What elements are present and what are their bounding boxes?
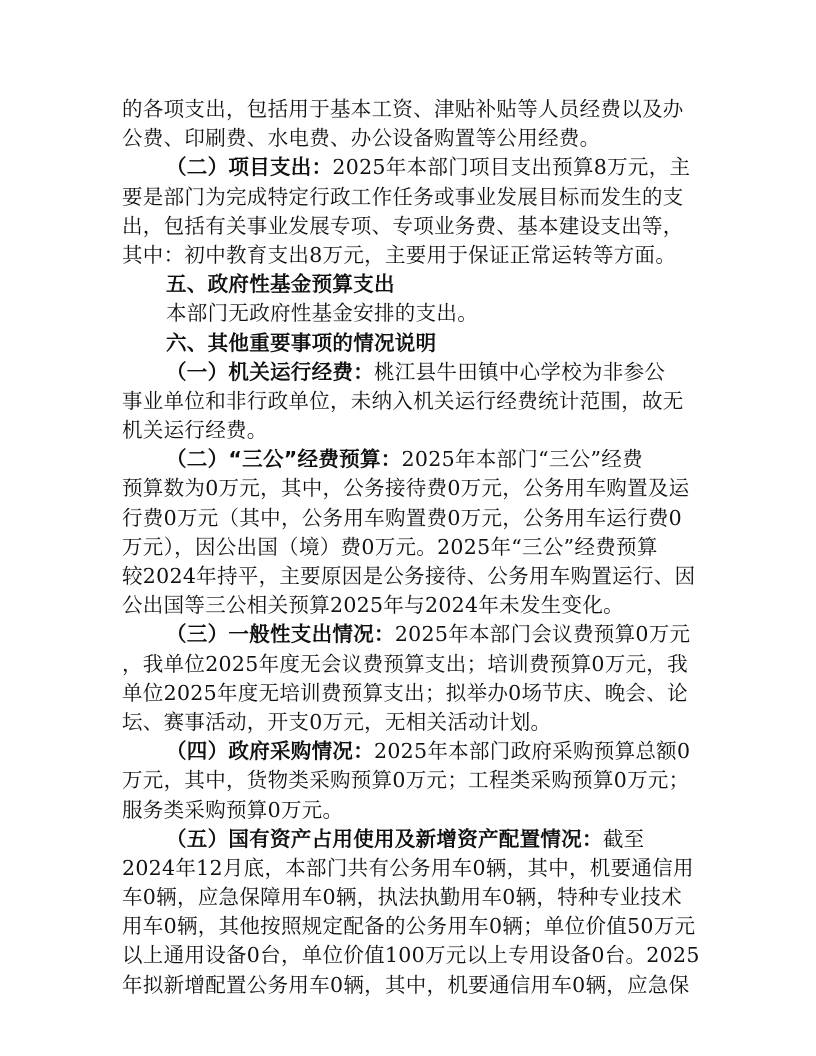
text-line: 机关运行经费。	[122, 418, 268, 443]
text-line: 的各项支出，包括用于基本工资、津贴补贴等人员经费以及办	[122, 97, 684, 121]
text-line: ，我单位2025年度无会议费预算支出；培训费预算0万元，我	[122, 651, 688, 676]
text-line	[122, 270, 702, 299]
text-line: 事业单位和非行政单位，未纳入机关运行经费统计范围，故无	[122, 388, 684, 413]
text-line: 出，包括有关事业发展专项、专项业务费、基本建设支出等，	[122, 213, 684, 238]
paragraph	[122, 620, 702, 737]
text-line: 2024年12月底，本部门共有公务用车0辆，其中，机要通信用	[122, 855, 694, 880]
section-heading: （四）政府采购情况：	[166, 739, 374, 764]
text-line	[122, 445, 702, 474]
line-text: 截至	[602, 826, 645, 851]
text-line	[122, 358, 702, 387]
paragraph	[122, 358, 702, 446]
paragraph	[122, 329, 702, 358]
text-line	[122, 825, 702, 854]
section-heading: 五、政府性基金预算支出	[166, 272, 395, 297]
text-line	[122, 737, 702, 766]
text-line: 公费、印刷费、水电费、办公设备购置等公用经费。	[122, 126, 601, 151]
paragraph	[122, 153, 702, 270]
paragraph	[122, 95, 702, 153]
line-text: 2025年本部门政府采购预算总额0	[374, 739, 691, 764]
section-heading: （五）国有资产占用使用及新增资产配置情况：	[166, 826, 603, 851]
section-heading: （三）一般性支出情况：	[166, 622, 395, 647]
line-text: 2025年本部门会议费预算0万元	[394, 622, 691, 647]
section-heading: 六、其他重要事项的情况说明	[166, 330, 437, 355]
text-line	[122, 153, 702, 182]
line-text: 2025年本部门“三公”经费	[401, 447, 643, 472]
text-line: 以上通用设备0台，单位价值100万元以上专用设备0台。2025	[122, 943, 700, 968]
text-line: 行费0万元（其中，公务用车购置费0万元，公务用车运行费0	[122, 505, 683, 530]
paragraph	[122, 445, 702, 620]
document-page	[122, 95, 702, 1000]
text-line: 服务类采购预算0万元。	[122, 797, 344, 822]
paragraph	[122, 299, 702, 328]
section-heading: （一）机关运行经费：	[166, 359, 374, 384]
section-heading: （二）“三公”经费预算：	[166, 447, 402, 472]
text-line: 预算数为0万元，其中，公务接待费0万元，公务用车购置及运	[122, 476, 690, 501]
text-line: 车0辆，应急保障用车0辆，执法执勤用车0辆，特种专业技术	[122, 885, 683, 910]
text-line: 用车0辆，其他按照规定配备的公务用车0辆；单位价值50万元	[122, 914, 696, 939]
text-line: 较2024年持平，主要原因是公务接待、公务用车购置运行、因	[122, 564, 696, 588]
section-heading: （二）项目支出：	[166, 155, 333, 180]
text-line	[122, 620, 702, 649]
line-text: 桃江县牛田镇中心学校为非参公	[374, 359, 666, 384]
text-line: 本部门无政府性基金安排的支出。	[166, 301, 478, 326]
text-line	[122, 329, 702, 358]
text-line: 单位2025年度无培训费预算支出；拟举办0场节庆、晚会、论	[122, 680, 688, 705]
text-line: 公出国等三公相关预算2025年与2024年未发生变化。	[122, 593, 624, 618]
paragraph	[122, 825, 702, 1000]
text-line: 年拟新增配置公务用车0辆，其中，机要通信用车0辆，应急保	[122, 972, 690, 997]
paragraph	[122, 737, 702, 825]
text-line: 万元，其中，货物类采购预算0万元；工程类采购预算0万元；	[122, 768, 690, 793]
text-line: 要是部门为完成特定行政工作任务或事业发展目标而发生的支	[122, 184, 684, 209]
text-line: 坛、赛事活动，开支0万元，无相关活动计划。	[122, 709, 552, 734]
paragraph	[122, 270, 702, 299]
line-text: 2025年本部门项目支出预算8万元，主	[332, 155, 691, 180]
text-line: 万元），因公出国（境）费0万元。2025年“三公”经费预算	[122, 534, 658, 559]
text-line: 其中：初中教育支出8万元，主要用于保证正常运转等方面。	[122, 242, 677, 267]
